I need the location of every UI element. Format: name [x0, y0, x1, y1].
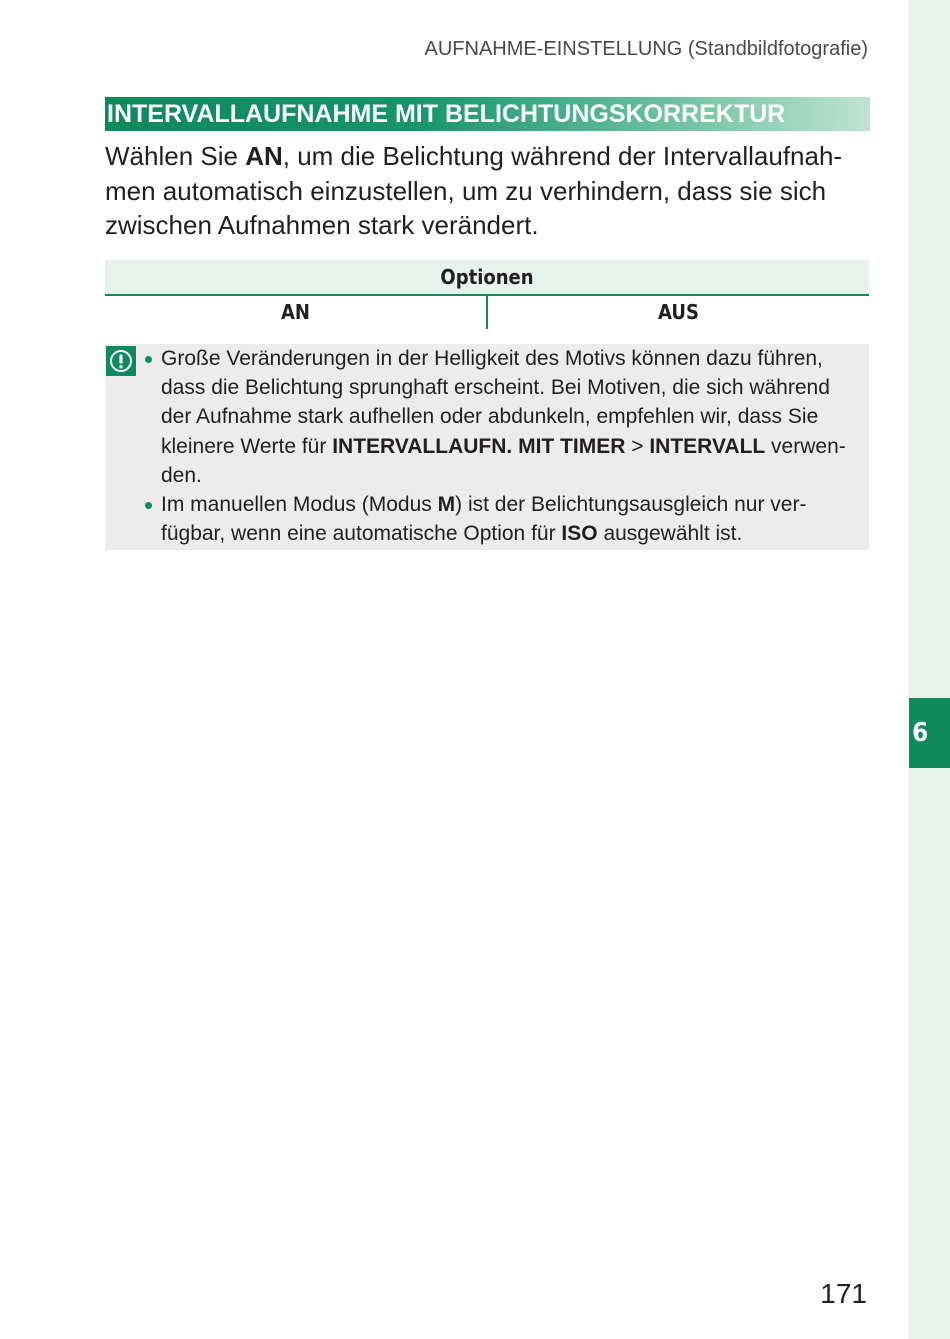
option-aus: AUS [658, 300, 699, 324]
intro-line: men automatisch einzustellen, um zu verhindern, dass sie sich [105, 175, 827, 206]
chapter-tab [909, 698, 950, 768]
chapter-number: 6 [912, 718, 929, 748]
note-text: verwen- [765, 434, 846, 458]
note-line: der Aufnahme stark aufhellen oder abdunkeln, empfehlen wir, dass Sie [161, 405, 819, 429]
note-text: Im manuellen Modus (Modus [161, 493, 438, 517]
note-text: > [625, 434, 650, 458]
intro-line: zwischen Aufnahmen stark verändert. [105, 210, 539, 240]
options-table [105, 260, 869, 329]
note-item [145, 490, 865, 548]
intro-text: , um die Belichtung während der Intervallaufnah- [282, 141, 843, 171]
note-line: dass die Belichtung sprunghaft erscheint. Bei Motiven, die sich während [161, 376, 830, 400]
option-an: AN [105, 296, 488, 329]
note-text: fügbar, wenn eine automatische Option für [161, 522, 562, 546]
note-line [161, 490, 865, 519]
options-row [105, 296, 869, 329]
note-text: kleinere Werte für [161, 434, 333, 458]
mode-m: M [437, 493, 456, 517]
intro-text: Wählen Sie [105, 141, 246, 171]
note-line: den. [161, 463, 202, 487]
bullet-icon [145, 502, 152, 509]
note-line: Große Veränderungen in der Helligkeit des Motivs können dazu führen, [161, 347, 823, 370]
intro-option-an: AN [245, 141, 283, 171]
intro-paragraph [105, 139, 875, 243]
caution-icon [106, 346, 136, 376]
intro-line [105, 139, 875, 174]
note-line [161, 519, 865, 548]
note-text: ) ist der Belichtungsausgleich nur ver- [455, 493, 807, 517]
menu-item-interval-timer: INTERVALLAUFN. MIT TIMER [332, 434, 626, 458]
note-list [145, 344, 865, 548]
side-strip [909, 0, 950, 1339]
options-header: Optionen [105, 260, 869, 296]
note-item [145, 344, 865, 490]
caution-note [105, 344, 869, 550]
note-text: ausgewählt ist. [597, 522, 743, 546]
iso-setting: ISO [561, 522, 598, 546]
page-number: 171 [820, 1278, 867, 1309]
bullet-icon [145, 356, 152, 363]
section-title: INTERVALLAUFNAHME MIT BELICHTUNGSKORREKTUR [105, 97, 870, 131]
menu-item-interval: INTERVALL [649, 434, 766, 458]
note-line [161, 432, 865, 461]
running-head: AUFNAHME-EINSTELLUNG (Standbildfotografie) [424, 38, 868, 60]
